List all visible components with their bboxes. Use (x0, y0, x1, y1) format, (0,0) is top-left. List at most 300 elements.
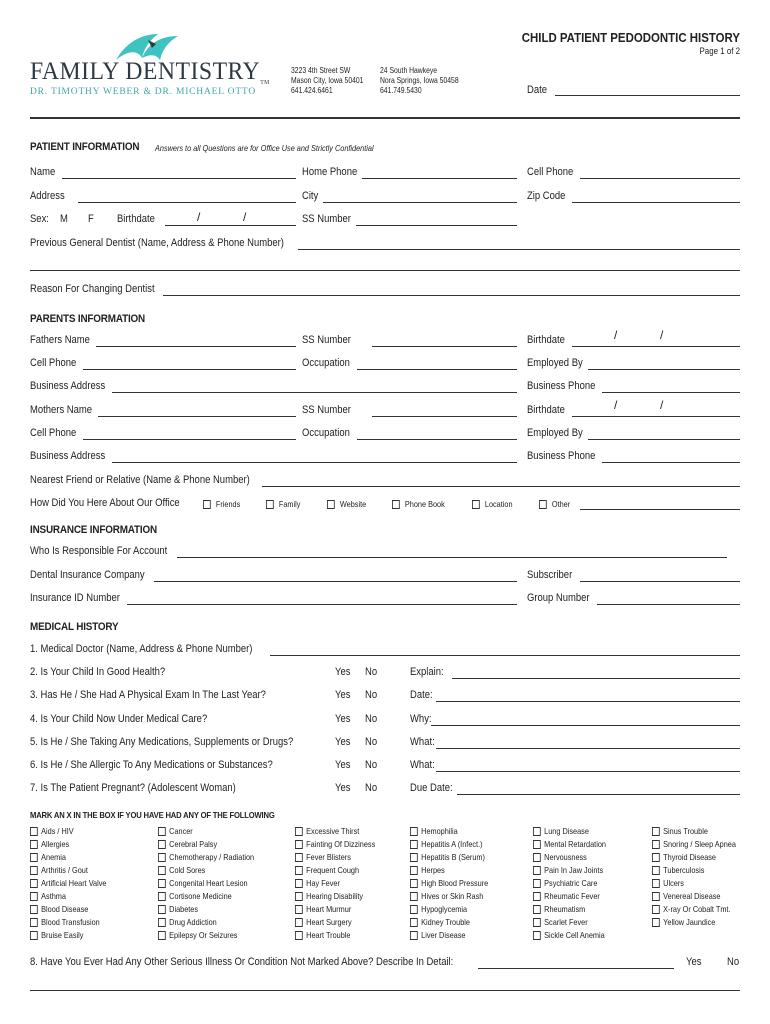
condition-label: Bruise Easily (41, 930, 84, 940)
logo-doctors: DR. TIMOTHY WEBER & DR. MICHAEL OTTO (30, 87, 257, 97)
condition-item[interactable] (30, 878, 106, 888)
name-label: Name (30, 166, 56, 178)
birthdate-field[interactable] (165, 225, 296, 226)
condition-label: Heart Murmur (306, 904, 352, 914)
condition-item[interactable] (533, 930, 605, 940)
condition-item[interactable] (410, 865, 445, 875)
office-address-nora-springs: 24 South Hawkeye Nora Springs, Iowa 50458 641.749.5430 (380, 66, 459, 95)
parents-info-heading: PARENTS INFORMATION (30, 313, 146, 325)
cell-phone-label: Cell Phone (527, 166, 574, 178)
question-4-label: 4. Is Your Child Now Under Medical Care? (30, 713, 208, 725)
medical-doctor-label: 1. Medical Doctor (Name, Address & Phone Number) (30, 643, 253, 655)
checkbox[interactable] (203, 500, 211, 509)
checkbox[interactable] (410, 931, 418, 940)
address-label: Address (30, 190, 65, 202)
condition-item[interactable] (533, 839, 606, 849)
fathers-occupation-label: Occupation (302, 357, 350, 369)
condition-label: Epilepsy Or Seizures (169, 930, 238, 940)
condition-item[interactable] (158, 839, 217, 849)
checkbox[interactable] (533, 853, 541, 862)
condition-item[interactable] (533, 917, 588, 927)
condition-item[interactable] (30, 917, 100, 927)
checkbox[interactable] (652, 853, 660, 862)
referral-option-friends[interactable]: Friends (203, 499, 240, 509)
checkbox[interactable] (327, 500, 335, 509)
referral-other-field[interactable] (580, 509, 740, 510)
condition-item[interactable] (158, 917, 217, 927)
question-2-label: 2. Is Your Child In Good Health? (30, 666, 166, 678)
condition-label: Snoring / Sleep Apnea (663, 839, 736, 849)
condition-label: Psychiatric Care (544, 878, 598, 888)
condition-item[interactable] (295, 839, 375, 849)
condition-item[interactable] (652, 865, 704, 875)
page-number: Page 1 of 2 (699, 46, 740, 56)
header-divider (30, 117, 740, 119)
fathers-business-phone-label: Business Phone (527, 380, 596, 392)
condition-label: Cortisone Medicine (169, 891, 232, 901)
ss-number-field[interactable] (356, 225, 517, 226)
fathers-employed-field[interactable] (588, 369, 740, 370)
sex-f-option[interactable]: F (88, 213, 94, 225)
condition-item[interactable] (295, 917, 352, 927)
checkbox[interactable] (295, 918, 303, 927)
responsible-field[interactable] (177, 557, 727, 558)
question-6-detail-label: What: (410, 759, 435, 771)
checkbox[interactable] (295, 840, 303, 849)
checkbox[interactable] (533, 905, 541, 914)
mothers-business-address-label: Business Address (30, 450, 106, 462)
question-2-yes[interactable]: Yes (335, 666, 351, 678)
condition-label: Anemia (41, 852, 66, 862)
condition-label: Hepatitis A (Infect.) (421, 839, 483, 849)
condition-item[interactable] (295, 826, 359, 836)
condition-item[interactable] (410, 917, 470, 927)
checkbox[interactable] (295, 905, 303, 914)
question-4-detail-label: Why: (410, 713, 432, 725)
fathers-cell-field[interactable] (83, 369, 296, 370)
checkbox[interactable] (410, 827, 418, 836)
condition-label: Aids / HIV (41, 826, 74, 836)
checkbox[interactable] (533, 879, 541, 888)
fathers-birthdate-label: Birthdate (527, 334, 565, 346)
checkbox[interactable] (652, 827, 660, 836)
fathers-business-address-field[interactable] (112, 392, 517, 393)
checkbox[interactable] (539, 500, 547, 509)
question-2-detail-label: Explain: (410, 666, 444, 678)
patient-info-heading: PATIENT INFORMATION (30, 141, 140, 153)
checkbox[interactable] (533, 827, 541, 836)
referral-option-website[interactable]: Website (327, 499, 366, 509)
condition-item[interactable] (533, 904, 585, 914)
question-3-label: 3. Has He / She Had A Physical Exam In The Last Year? (30, 689, 266, 701)
referral-source-label: How Did You Here About Our Office (30, 497, 180, 509)
question-3-no[interactable]: No (365, 689, 378, 701)
question-5-label: 5. Is He / She Taking Any Medications, Supplements or Drugs? (30, 736, 294, 748)
condition-label: Kidney Trouble (421, 917, 470, 927)
other-illness-yes[interactable]: Yes (686, 956, 702, 968)
mothers-ss-field[interactable] (372, 416, 517, 417)
question-4-yes[interactable]: Yes (335, 713, 351, 725)
question-2-no[interactable]: No (365, 666, 378, 678)
question-6-yes[interactable]: Yes (335, 759, 351, 771)
home-phone-field[interactable] (362, 178, 517, 179)
logo (30, 26, 270, 100)
condition-item[interactable] (158, 865, 205, 875)
medical-history-heading: MEDICAL HISTORY (30, 621, 119, 633)
condition-label: High Blood Pressure (421, 878, 489, 888)
question-6-detail-field[interactable] (436, 771, 740, 772)
condition-label: Hives or Skin Rash (421, 891, 484, 901)
question-4-no[interactable]: No (365, 713, 378, 725)
checkbox[interactable] (158, 905, 166, 914)
referral-option-family[interactable]: Family (266, 499, 300, 509)
question-5-yes[interactable]: Yes (335, 736, 351, 748)
checkbox[interactable] (410, 918, 418, 927)
question-3-yes[interactable]: Yes (335, 689, 351, 701)
checkbox[interactable] (533, 866, 541, 875)
condition-label: Thyroid Disease (663, 852, 717, 862)
condition-label: Sinus Trouble (663, 826, 708, 836)
condition-label: Chemotherapy / Radiation (169, 852, 255, 862)
insurance-company-field[interactable] (154, 581, 517, 582)
checkbox[interactable] (410, 905, 418, 914)
insurance-info-heading: INSURANCE INFORMATION (30, 524, 157, 536)
condition-item[interactable] (295, 930, 350, 940)
checkbox[interactable] (410, 879, 418, 888)
insurance-company-label: Dental Insurance Company (30, 569, 145, 581)
fathers-employed-label: Employed By (527, 357, 583, 369)
question-7-detail-field[interactable] (457, 794, 740, 795)
fathers-ss-field[interactable] (372, 346, 517, 347)
mothers-employed-label: Employed By (527, 427, 583, 439)
checkbox[interactable] (295, 827, 303, 836)
condition-label: Frequent Cough (306, 865, 360, 875)
question-7-detail-label: Due Date: (410, 782, 453, 794)
checkbox[interactable] (533, 840, 541, 849)
condition-label: Ulcers (663, 878, 684, 888)
home-phone-label: Home Phone (302, 166, 358, 178)
checkbox[interactable] (652, 892, 660, 901)
nearest-relative-field[interactable] (262, 486, 740, 487)
ss-number-label: SS Number (302, 213, 351, 225)
question-5-no[interactable]: No (365, 736, 378, 748)
question-3-detail-field[interactable] (436, 701, 740, 702)
other-illness-label: 8. Have You Ever Had Any Other Serious Illness Or Condition Not Marked Above? Describe In Detail: (30, 956, 454, 968)
condition-label: Allergies (41, 839, 70, 849)
group-number-field[interactable] (597, 604, 740, 605)
checkbox[interactable] (30, 892, 38, 901)
condition-label: Heart Surgery (306, 917, 352, 927)
mothers-ss-label: SS Number (302, 404, 351, 416)
referral-option-location[interactable]: Location (472, 499, 513, 509)
condition-item[interactable] (652, 891, 720, 901)
form-title: CHILD PATIENT PEDODONTIC HISTORY (521, 30, 740, 45)
condition-label: Heart Trouble (306, 930, 351, 940)
other-illness-field[interactable] (478, 968, 674, 969)
checkbox[interactable] (652, 905, 660, 914)
condition-item[interactable] (30, 904, 88, 914)
condition-label: Cancer (169, 826, 193, 836)
condition-label: Nervousness (544, 852, 587, 862)
logo-name: FAMILY DENTISTRYTM (30, 58, 270, 86)
responsible-label: Who Is Responsible For Account (30, 545, 168, 557)
checkbox[interactable] (158, 892, 166, 901)
mothers-business-phone-field[interactable] (602, 462, 740, 463)
subscriber-field[interactable] (580, 581, 740, 582)
question-2-detail-field[interactable] (452, 678, 740, 679)
mothers-name-label: Mothers Name (30, 404, 93, 416)
checkbox[interactable] (533, 892, 541, 901)
checkbox[interactable] (30, 918, 38, 927)
checkbox[interactable] (472, 500, 480, 509)
condition-item[interactable] (295, 904, 351, 914)
city-field[interactable] (323, 202, 517, 203)
checkbox[interactable] (158, 879, 166, 888)
reason-label: Reason For Changing Dentist (30, 283, 155, 295)
fathers-ss-label: SS Number (302, 334, 351, 346)
checkbox[interactable] (652, 879, 660, 888)
checkbox[interactable] (295, 892, 303, 901)
condition-label: Artificial Heart Valve (41, 878, 107, 888)
checkbox[interactable] (652, 840, 660, 849)
question-5-detail-field[interactable] (436, 748, 740, 749)
confidential-note: Answers to all Questions are for Office Use and Strictly Confidential (155, 143, 374, 153)
cell-phone-field[interactable] (580, 178, 740, 179)
condition-label: Scarlet Fever (544, 917, 588, 927)
condition-item[interactable] (652, 917, 715, 927)
date-separator: / (197, 210, 201, 224)
mothers-cell-label: Cell Phone (30, 427, 77, 439)
condition-item[interactable] (295, 878, 340, 888)
fathers-name-label: Fathers Name (30, 334, 90, 346)
condition-label: Mental Retardation (544, 839, 606, 849)
checkbox[interactable] (158, 918, 166, 927)
other-illness-field-line2[interactable] (30, 990, 740, 991)
fathers-cell-label: Cell Phone (30, 357, 77, 369)
condition-item[interactable] (295, 852, 351, 862)
checkbox[interactable] (158, 827, 166, 836)
zip-label: Zip Code (527, 190, 566, 202)
condition-item[interactable] (30, 826, 74, 836)
mothers-occupation-label: Occupation (302, 427, 350, 439)
mothers-business-address-field[interactable] (112, 462, 517, 463)
condition-item[interactable] (158, 904, 198, 914)
checkbox[interactable] (30, 853, 38, 862)
checkbox[interactable] (652, 866, 660, 875)
address-field[interactable] (78, 202, 296, 203)
condition-label: X-ray Or Cobalt Tmt. (663, 904, 731, 914)
mothers-occupation-field[interactable] (357, 439, 517, 440)
mothers-name-field[interactable] (98, 416, 296, 417)
condition-label: Excessive Thirst (306, 826, 360, 836)
question-3-detail-label: Date: (410, 689, 433, 701)
other-illness-no[interactable]: No (727, 956, 740, 968)
condition-label: Lung Disease (544, 826, 589, 836)
checkbox[interactable] (30, 905, 38, 914)
condition-label: Rheumatic Fever (544, 891, 600, 901)
checkbox[interactable] (158, 840, 166, 849)
condition-label: Fever Blisters (306, 852, 351, 862)
condition-item[interactable] (30, 852, 66, 862)
previous-dentist-label: Previous General Dentist (Name, Address & Phone Number) (30, 237, 284, 249)
city-label: City (302, 190, 319, 202)
condition-label: Arthritis / Gout (41, 865, 88, 875)
condition-item[interactable] (158, 852, 254, 862)
condition-item[interactable] (410, 826, 458, 836)
condition-label: Drug Addiction (169, 917, 217, 927)
date-separator: / (614, 328, 618, 342)
condition-label: Hemophilia (421, 826, 458, 836)
condition-item[interactable] (295, 891, 363, 901)
checkbox[interactable] (392, 500, 400, 509)
condition-item[interactable] (30, 839, 69, 849)
checkbox[interactable] (30, 840, 38, 849)
name-field[interactable] (62, 178, 296, 179)
condition-label: Hay Fever (306, 878, 340, 888)
condition-item[interactable] (30, 930, 83, 940)
condition-item[interactable] (533, 878, 597, 888)
checkbox[interactable] (158, 931, 166, 940)
referral-option-other[interactable]: Other (539, 499, 570, 509)
checkbox[interactable] (158, 866, 166, 875)
group-number-label: Group Number (527, 592, 590, 604)
mothers-cell-field[interactable] (83, 439, 296, 440)
conditions-heading: MARK AN X IN THE BOX IF YOU HAVE HAD ANY OF THE FOLLOWING (30, 810, 275, 820)
checkbox[interactable] (295, 853, 303, 862)
insurance-id-label: Insurance ID Number (30, 592, 120, 604)
fathers-occupation-field[interactable] (357, 369, 517, 370)
condition-label: Fainting Of Dizziness (306, 839, 376, 849)
condition-item[interactable] (410, 878, 488, 888)
question-6-label: 6. Is He / She Allergic To Any Medications or Substances? (30, 759, 273, 771)
condition-label: Hypoglycemia (421, 904, 468, 914)
condition-label: Hepatitis B (Serum) (421, 852, 485, 862)
condition-item[interactable] (30, 891, 66, 901)
previous-dentist-field-line2[interactable] (30, 270, 740, 271)
office-address-mason-city: 3223 4th Street SW Mason City, Iowa 50401 641.424.6461 (291, 66, 364, 95)
condition-item[interactable] (410, 930, 465, 940)
question-6-no[interactable]: No (365, 759, 378, 771)
checkbox[interactable] (158, 853, 166, 862)
condition-label: Congenital Heart Lesion (169, 878, 248, 888)
previous-dentist-field[interactable] (298, 249, 740, 250)
condition-item[interactable] (410, 891, 483, 901)
condition-item[interactable] (533, 865, 603, 875)
date-field[interactable] (555, 95, 740, 96)
condition-label: Venereal Disease (663, 891, 721, 901)
checkbox[interactable] (295, 931, 303, 940)
checkbox[interactable] (295, 879, 303, 888)
checkbox[interactable] (533, 918, 541, 927)
checkbox[interactable] (652, 918, 660, 927)
question-7-label: 7. Is The Patient Pregnant? (Adolescent Woman) (30, 782, 236, 794)
fathers-business-phone-field[interactable] (602, 392, 740, 393)
condition-item[interactable] (410, 904, 467, 914)
checkbox[interactable] (30, 931, 38, 940)
checkbox[interactable] (30, 866, 38, 875)
condition-label: Tuberculosis (663, 865, 705, 875)
condition-item[interactable] (652, 826, 708, 836)
sex-m-option[interactable]: M (60, 213, 68, 225)
condition-item[interactable] (652, 852, 716, 862)
condition-item[interactable] (158, 930, 237, 940)
subscriber-label: Subscriber (527, 569, 573, 581)
checkbox[interactable] (30, 827, 38, 836)
condition-item[interactable] (533, 891, 600, 901)
mothers-birthdate-label: Birthdate (527, 404, 565, 416)
zip-field[interactable] (572, 202, 740, 203)
insurance-id-field[interactable] (127, 604, 517, 605)
checkbox[interactable] (30, 879, 38, 888)
checkbox[interactable] (533, 931, 541, 940)
mothers-business-phone-label: Business Phone (527, 450, 596, 462)
condition-item[interactable] (652, 839, 736, 849)
condition-label: Liver Disease (421, 930, 466, 940)
condition-item[interactable] (158, 891, 232, 901)
birthdate-label: Birthdate (117, 213, 155, 225)
condition-label: Sickle Cell Anemia (544, 930, 605, 940)
mothers-employed-field[interactable] (588, 439, 740, 440)
checkbox[interactable] (295, 866, 303, 875)
condition-label: Blood Transfusion (41, 917, 100, 927)
medical-doctor-field[interactable] (270, 655, 740, 656)
mothers-birthdate-field[interactable] (572, 416, 740, 417)
condition-item[interactable] (533, 852, 587, 862)
date-separator: / (243, 210, 247, 224)
condition-label: Herpes (421, 865, 445, 875)
condition-label: Cerebral Palsy (169, 839, 218, 849)
date-separator: / (614, 398, 618, 412)
condition-item[interactable] (158, 826, 193, 836)
reason-field[interactable] (163, 295, 740, 296)
condition-label: Yellow Jaundice (663, 917, 716, 927)
sex-label: Sex: (30, 213, 49, 225)
condition-label: Pain In Jaw Joints (544, 865, 604, 875)
question-5-detail-label: What: (410, 736, 435, 748)
condition-item[interactable] (410, 852, 485, 862)
condition-item[interactable] (652, 878, 684, 888)
condition-item[interactable] (158, 878, 248, 888)
condition-label: Asthma (41, 891, 66, 901)
checkbox[interactable] (410, 853, 418, 862)
fathers-business-address-label: Business Address (30, 380, 106, 392)
date-separator: / (660, 398, 664, 412)
question-7-no[interactable]: No (365, 782, 378, 794)
condition-label: Rheumatism (544, 904, 586, 914)
checkbox[interactable] (410, 840, 418, 849)
condition-label: Hearing Disability (306, 891, 364, 901)
fathers-name-field[interactable] (96, 346, 296, 347)
question-7-yes[interactable]: Yes (335, 782, 351, 794)
condition-label: Blood Disease (41, 904, 89, 914)
fathers-birthdate-field[interactable] (572, 346, 740, 347)
checkbox[interactable] (266, 500, 274, 509)
question-4-detail-field[interactable] (431, 725, 740, 726)
condition-item[interactable] (652, 904, 730, 914)
condition-item[interactable] (533, 826, 589, 836)
checkbox[interactable] (410, 892, 418, 901)
condition-item[interactable] (295, 865, 359, 875)
checkbox[interactable] (410, 866, 418, 875)
date-separator: / (660, 328, 664, 342)
condition-item[interactable] (30, 865, 88, 875)
referral-option-phone-book[interactable]: Phone Book (392, 499, 445, 509)
condition-label: Cold Sores (169, 865, 206, 875)
date-label: Date (527, 84, 547, 96)
condition-item[interactable] (410, 839, 483, 849)
condition-label: Diabetes (169, 904, 199, 914)
nearest-relative-label: Nearest Friend or Relative (Name & Phone Number) (30, 474, 250, 486)
